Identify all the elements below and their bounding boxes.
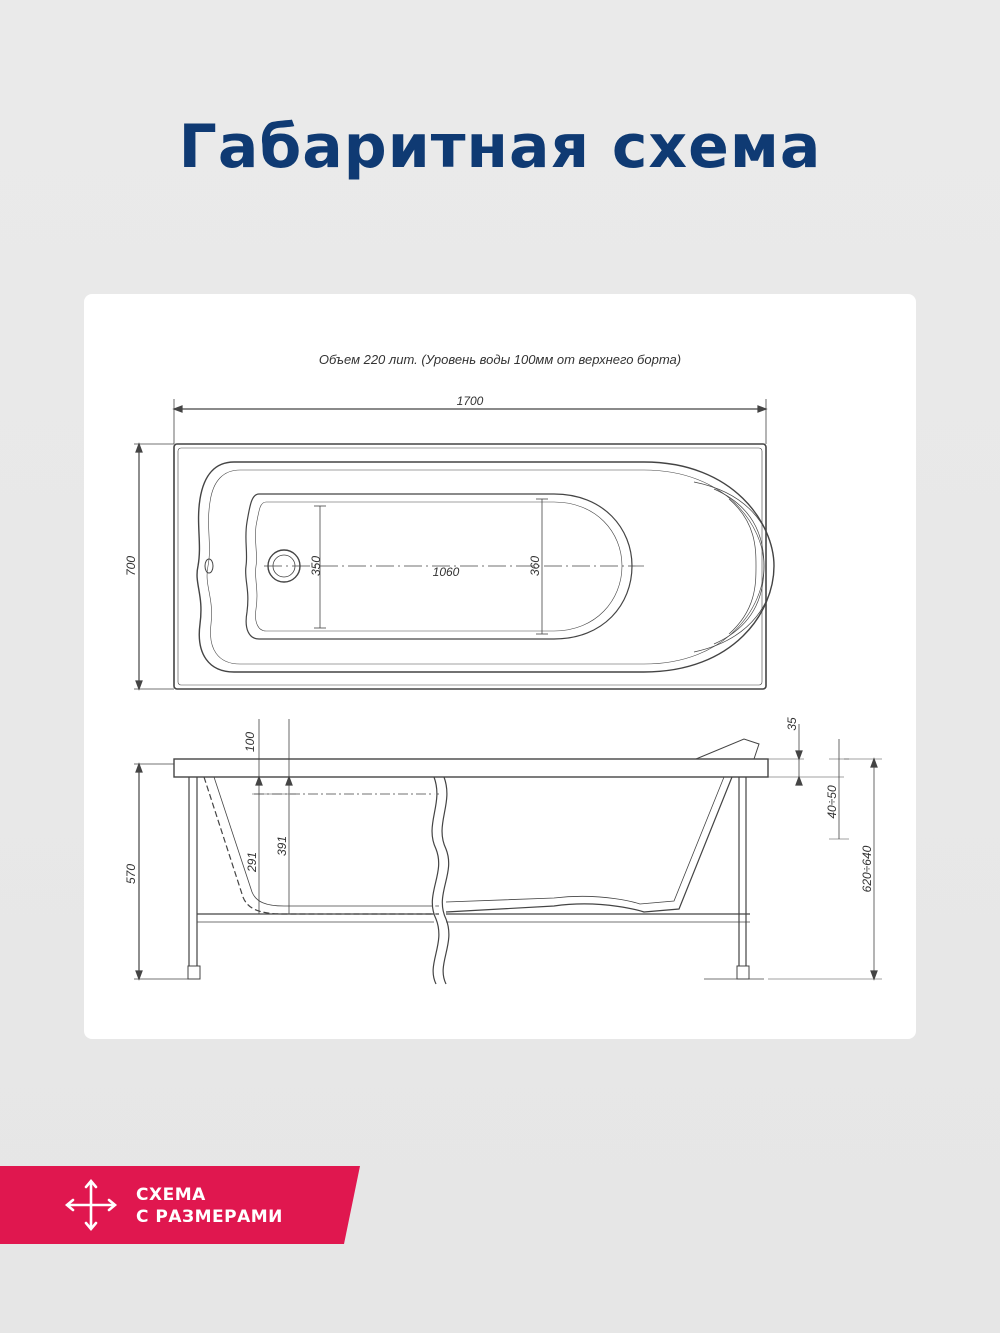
dim-inner-depth-top: 391	[275, 835, 289, 857]
scheme-badge	[0, 1166, 360, 1244]
dim-bottom-length: 1060	[432, 565, 460, 579]
tub-outer-rim	[174, 444, 766, 689]
dim-rim-range: 40÷50	[825, 785, 839, 819]
badge-line-2: С РАЗМЕРАМИ	[136, 1207, 283, 1227]
dim-head-width: 350	[309, 555, 323, 577]
dim-width: 700	[124, 555, 138, 577]
dim-foot-width: 360	[528, 555, 542, 577]
bathtub-dimension-drawing	[84, 294, 916, 1039]
volume-caption: Объем 220 лит. (Уровень воды 100мм от верхнего борта)	[318, 352, 682, 367]
dim-rim: 35	[785, 717, 799, 731]
badge-line-1: СХЕМА	[136, 1185, 206, 1205]
dim-water-level: 100	[243, 731, 257, 753]
dim-inner-depth: 291	[245, 851, 259, 873]
side-rim	[174, 759, 768, 777]
page-title: Габаритная схема	[178, 112, 822, 182]
diagram-card	[84, 294, 916, 1039]
badge-label	[136, 1184, 283, 1228]
dim-height: 570	[124, 863, 138, 885]
dim-length: 1700	[456, 394, 484, 408]
dim-total-height: 620÷640	[860, 845, 874, 893]
